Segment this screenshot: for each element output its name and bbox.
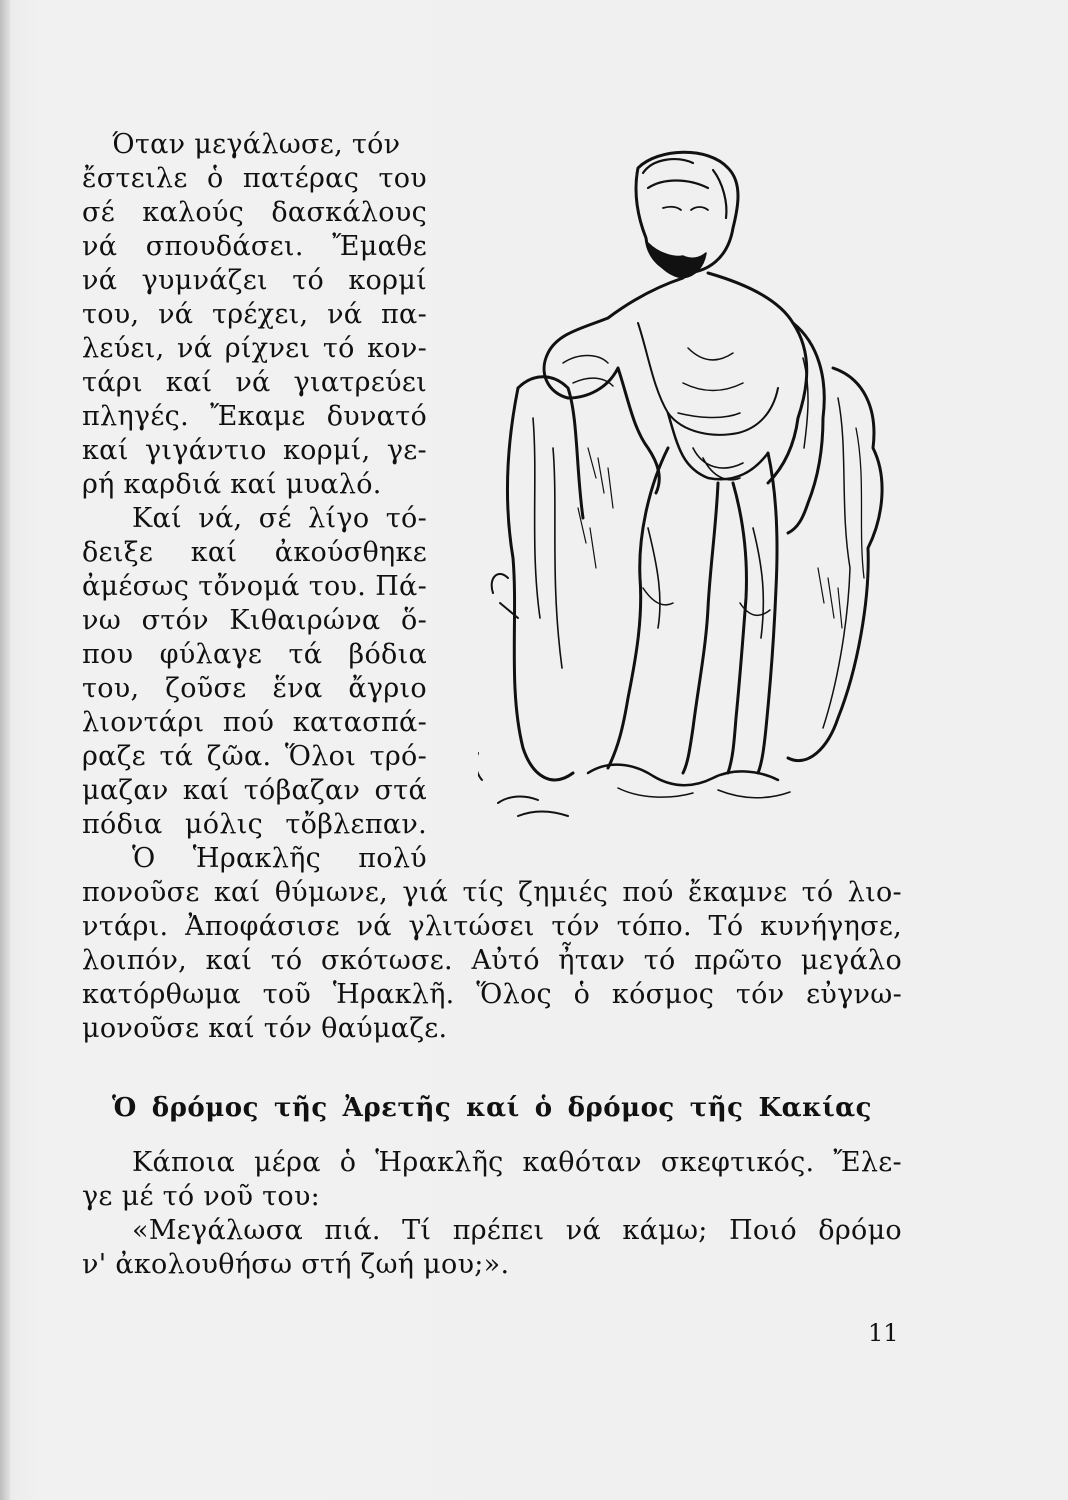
text-line: νω στόν Κιθαιρώνα ὅ- <box>82 605 427 636</box>
text-line: μονοῦσε καί τόν θαύμαζε. <box>82 1013 448 1044</box>
text-line: ν' ἀκολουθήσω στή ζωή μου;». <box>82 1249 510 1280</box>
text-line: λιοντάρι πού κατασπά- <box>82 707 427 738</box>
page-edge-shadow <box>0 0 10 1500</box>
text-line: «Μεγάλωσα πιά. Τί πρέπει νά κάμω; Ποιό δρόμο <box>132 1215 902 1246</box>
text-line: γε μέ τό νοῦ του: <box>82 1181 321 1212</box>
text-line: σέ καλούς δασκάλους <box>82 197 427 228</box>
text-line: δειξε καί ἀκούσθηκε <box>82 537 427 568</box>
text-line: νά γυμνάζει τό κορμί <box>82 265 427 296</box>
text-line: που φύλαγε τά βόδια <box>82 639 427 670</box>
text-line: νά σπουδάσει. Ἔμαθε <box>82 231 427 262</box>
text-line: κατόρθωμα τοῦ Ἡρακλῆ. Ὅλος ὁ κόσμος τόν εὐγνω- <box>82 979 902 1010</box>
text-line: ντάρι. Ἀποφάσισε νά γλιτώσει τόν τόπο. Τό κυνήγησε, <box>82 911 902 942</box>
text-line: Κάποια μέρα ὁ Ἡρακλῆς καθόταν σκεφτικός. Ἔλε- <box>132 1147 902 1178</box>
text-line: λεύει, νά ρίχνει τό κον- <box>82 333 427 364</box>
text-line: του, ζοῦσε ἕνα ἄγριο <box>82 673 427 704</box>
text-line: λοιπόν, καί τό σκότωσε. Αὐτό ἦταν τό πρῶτο μεγάλο <box>82 945 902 976</box>
text-line: ρή καρδιά καί μυαλό. <box>82 469 382 500</box>
text-line: ραζε τά ζῶα. Ὅλοι τρό- <box>82 741 427 772</box>
text-line: καί γιγάντιο κορμί, γε- <box>82 435 427 466</box>
text-line: πληγές. Ἔκαμε δυνατό <box>82 401 427 432</box>
text-line: πονοῦσε καί θύμωνε, γιά τίς ζημιές πού ἔκαμνε τό λιο- <box>82 877 902 908</box>
text-line: μαζαν καί τόβαζαν στά <box>82 775 427 806</box>
text-line: Καί νά, σέ λίγο τό- <box>132 503 427 534</box>
text-line: τάρι καί νά γιατρεύει <box>82 367 427 398</box>
text-line: ἔστειλε ὁ πατέρας του <box>82 163 427 194</box>
text-line: πόδια μόλις τὄβλεπαν. <box>82 809 427 840</box>
text-line: ἀμέσως τὄνομά του. Πά- <box>82 571 427 602</box>
page-number: 11 <box>868 1319 899 1347</box>
text-line: Ὁ Ἡρακλῆς πολύ <box>132 843 427 874</box>
section-heading: Ὁ δρόμος τῆς Ἀρετῆς καί ὁ δρόμος τῆς Κακίας <box>112 1093 872 1123</box>
heracles-illustration <box>478 148 898 838</box>
text-line: του, νά τρέχει, νά πα- <box>82 299 427 330</box>
text-line: Όταν μεγάλωσε, τόν <box>112 129 401 160</box>
